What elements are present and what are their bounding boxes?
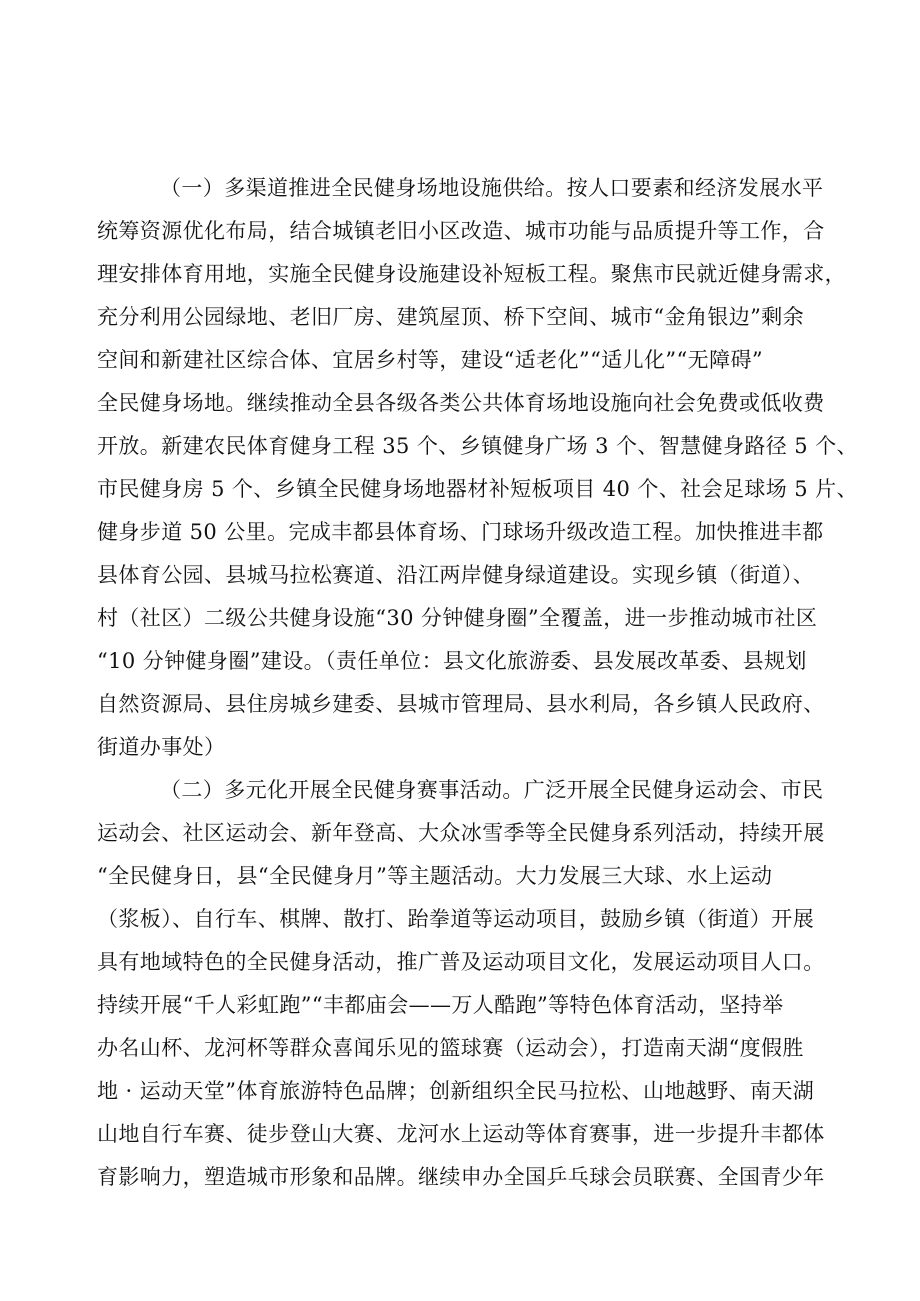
text-line: 街道办事处）	[97, 735, 226, 759]
text-line: 健身步道 50 公里。完成丰都县体育场、门球场升级改造工程。加快推进丰都	[97, 520, 824, 544]
text-line: 办名山杯、龙河杯等群众喜闻乐见的篮球赛（运动会），打造南天湖“度假胜	[97, 1036, 804, 1060]
text-line: 全民健身场地。继续推动全县各级各类公共体育场地设施向社会免费或低收费	[97, 391, 825, 415]
text-line: 山地自行车赛、徒步登山大赛、龙河水上运动等体育赛事，进一步提升丰都体	[97, 1122, 825, 1146]
text-line: 理安排体育用地，实施全民健身设施建设补短板工程。聚焦市民就近健身需求，	[97, 262, 846, 286]
text-line: （一）多渠道推进全民健身场地设施供给。按人口要素和经济发展水平	[160, 176, 824, 200]
text-line: 地 · 运动天堂”体育旅游特色品牌；创新组织全民马拉松、山地越野、南天湖	[97, 1079, 815, 1103]
text-line: 运动会、社区运动会、新年登高、大众冰雪季等全民健身系列活动，持续开展	[97, 821, 825, 845]
text-line: （二）多元化开展全民健身赛事活动。广泛开展全民健身运动会、市民	[160, 778, 824, 802]
text-line: 市民健身房 5 个、乡镇全民健身场地器材补短板项目 40 个、社会足球场 5 片、	[97, 477, 858, 501]
text-line: 持续开展“千人彩虹跑”“丰都庙会——万人酷跑”等特色体育活动，坚持举	[97, 993, 784, 1017]
text-line: 县体育公园、县城马拉松赛道、沿江两岸健身绿道建设。实现乡镇（街道）、	[97, 563, 815, 587]
text-line: （浆板）、自行车、棋牌、散打、跆拳道等运动项目，鼓励乡镇（街道）开展	[97, 907, 815, 931]
text-line: 充分利用公园绿地、老旧厂房、建筑屋顶、桥下空间、城市“金角银边”剩余	[97, 305, 805, 329]
text-line: 村（社区）二级公共健身设施“30 分钟健身圈”全覆盖，进一步推动城市社区	[97, 606, 818, 630]
text-line: 具有地域特色的全民健身活动，推广普及运动项目文化，发展运动项目人口。	[97, 950, 825, 974]
text-line: 开放。新建农民体育健身工程 35 个、乡镇健身广场 3 个、智慧健身路径 5 个、	[97, 434, 858, 458]
text-line: 空间和新建社区综合体、宜居乡村等，建设“适老化”“适儿化”“无障碍”	[97, 348, 764, 372]
text-line: 自然资源局、县住房城乡建委、县城市管理局、县水利局，各乡镇人民政府、	[97, 692, 825, 716]
text-line: 统筹资源优化布局，结合城镇老旧小区改造、城市功能与品质提升等工作，合	[97, 219, 825, 243]
text-line: “10 分钟健身圈”建设。（责任单位：县文化旅游委、县发展改革委、县规划	[97, 649, 807, 673]
text-line: “全民健身日，县“全民健身月”等主题活动。大力发展三大球、水上运动	[97, 864, 773, 888]
text-line: 育影响力，塑造城市形象和品牌。继续申办全国乒乓球会员联赛、全国青少年	[97, 1165, 825, 1189]
